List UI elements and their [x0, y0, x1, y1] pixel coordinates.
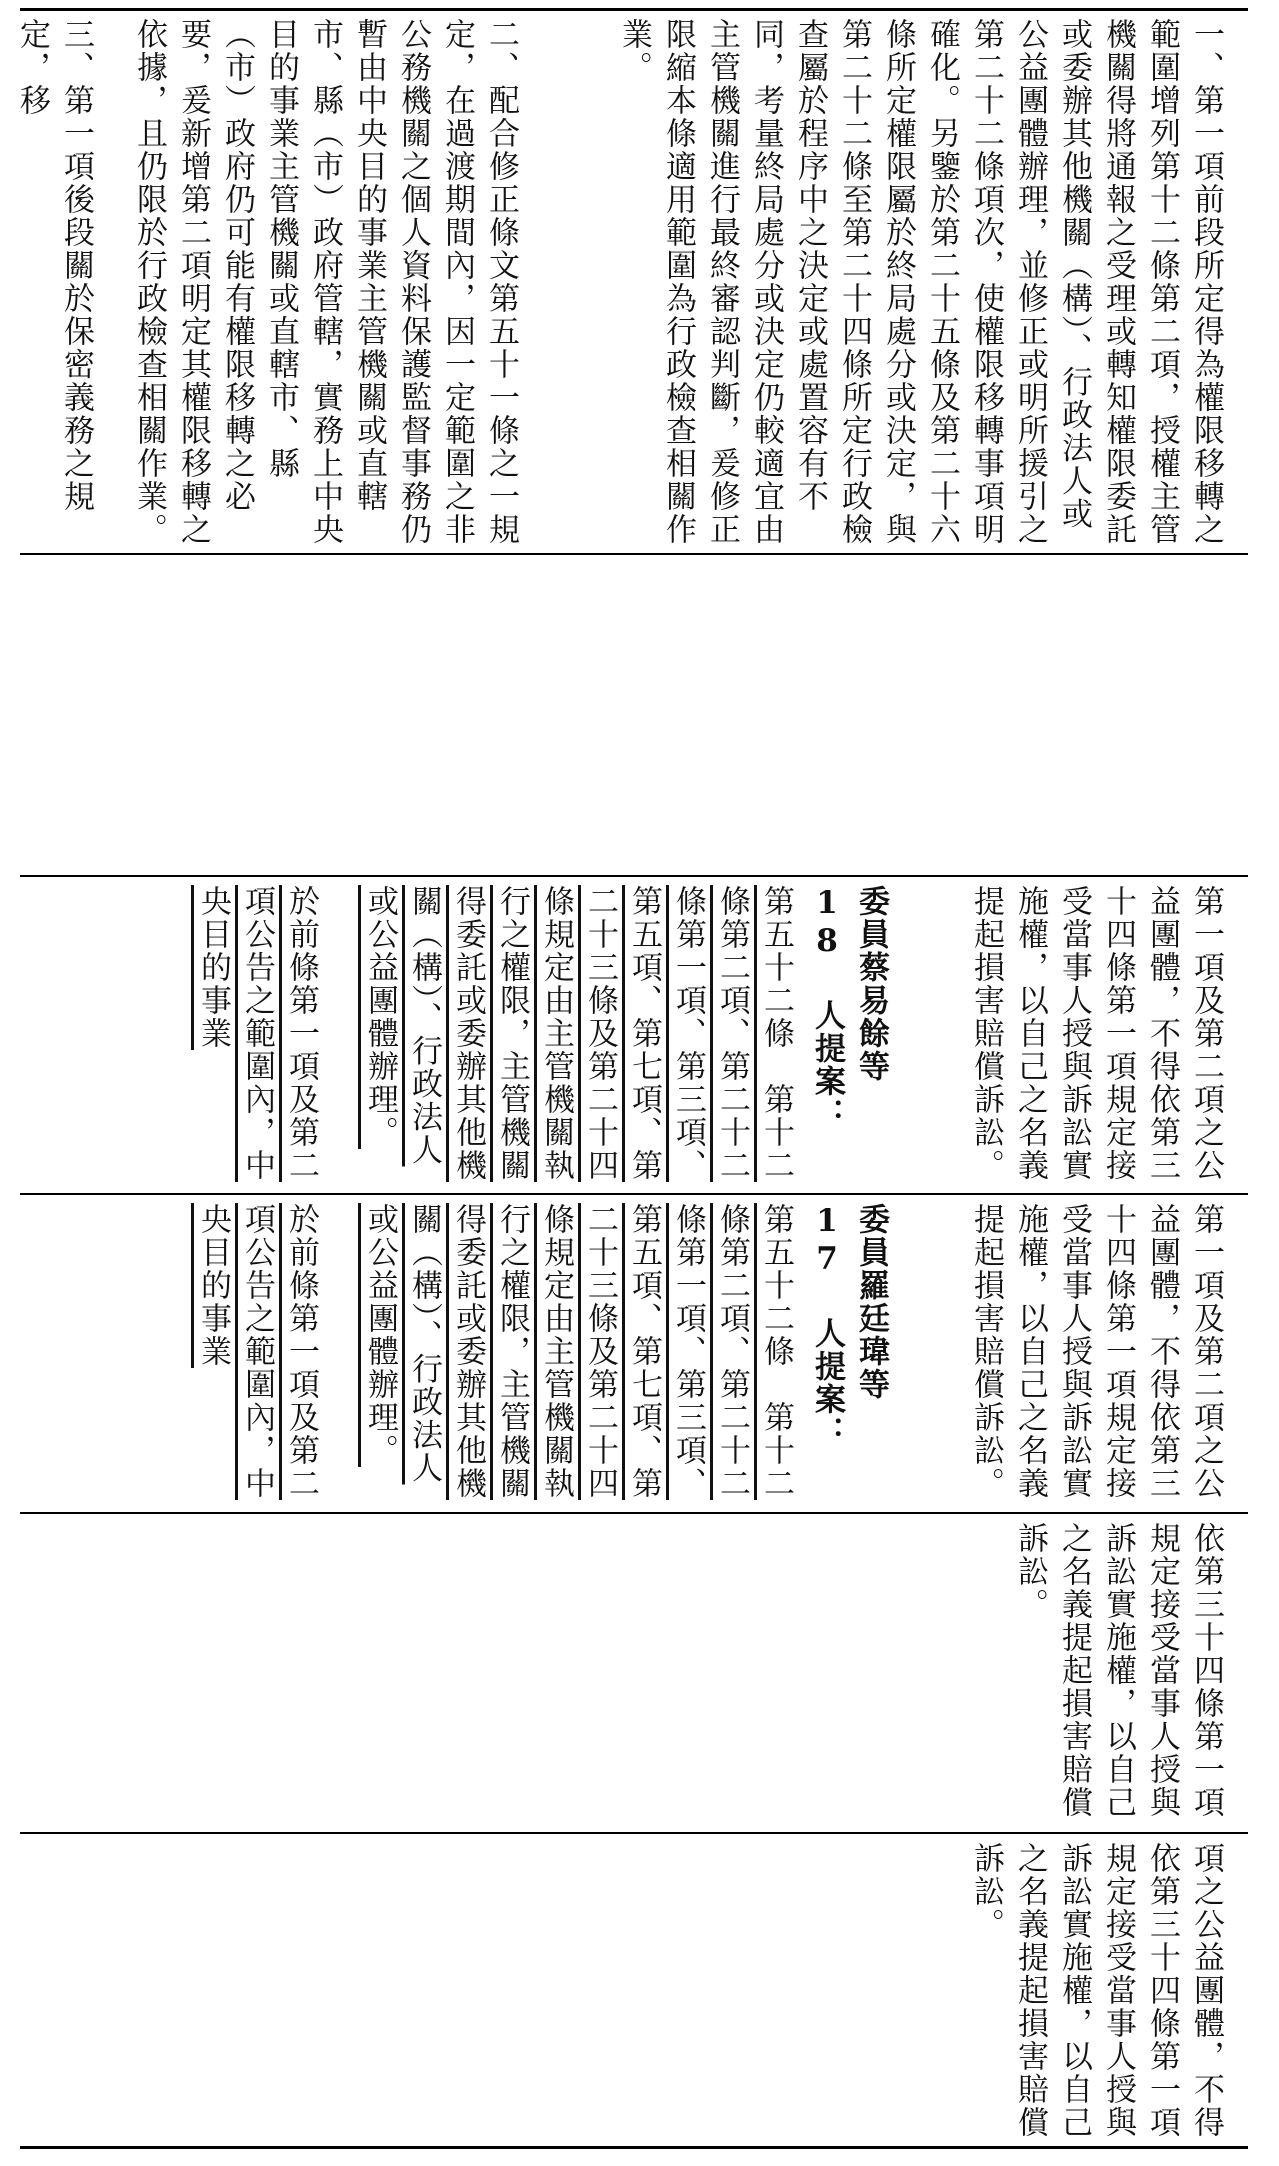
reason-item-3: 三、第一項後段關於保密義務之規定，移	[14, 18, 94, 513]
panel-bottom	[28, 1842, 1228, 2140]
proposal-18-para2: 於前條第一項及第二項公告之範圍內，中央目的事業	[195, 885, 319, 1182]
panel-proposal-17	[28, 1203, 1228, 1503]
proposal-17-proposer: 委員羅廷瑋等 17 人提案：	[809, 1203, 889, 1449]
current-text: 依第三十四條第一項規定接受當事人授與訴訟實施權，以自己之名義提起損害賠償訴訟。	[1012, 1522, 1224, 1819]
bottom-rule	[20, 2146, 1248, 2149]
top-rule	[20, 8, 1248, 11]
rule-1	[20, 553, 1248, 555]
proposal-18-upper: 第一項及第二項之公益團體，不得依第三十四條第一項規定接受當事人授與訴訟實施權，以自己之名義提起損害賠償訴訟。	[968, 885, 1224, 1182]
proposal-17-upper: 第一項及第二項之公益團體，不得依第三十四條第一項規定接受當事人授與訴訟實施權，以自己之名義提起損害賠償訴訟。	[968, 1203, 1224, 1500]
rule-2	[20, 875, 1248, 877]
panel-current	[28, 1522, 1228, 1822]
panel-proposal-18	[28, 885, 1228, 1185]
reason-item-2: 二、配合修正條文第五十一條之一規定，在過渡期間內，因一定範圍之非公務機關之個人資料保護監督事務仍暫由中央目的事業主管機關或直轄市、縣（市）政府管轄，實務上中央目的事業主管機關或直轄市、縣（市）政府仍可能有權限移轉之必要，爰新增第二項明定其權限移轉之依據，且仍限於行政檢查相關作業。	[131, 18, 519, 546]
proposal-18-article: 第五十二條 第十二條第二項、第二十二條第一項、第三項、第五項、第七項、第二十三條及第二十四條規定由主管機關執行之權限，主管機關得委託或委辦其他機關（構）、行政法人或公益團體辦理。	[362, 885, 794, 1182]
proposal-17-article: 第五十二條 第十二條第二項、第二十二條第一項、第三項、第五項、第七項、第二十三條及第二十四條規定由主管機關執行之權限，主管機關得委託或委辦其他機關（構）、行政法人或公益團體辦理。	[362, 1203, 794, 1500]
rule-4	[20, 1512, 1248, 1514]
proposal-17-para2: 於前條第一項及第二項公告之範圍內，中央目的事業	[195, 1203, 319, 1500]
bottom-text: 項之公益團體，不得依第三十四條第一項規定接受當事人授與訴訟實施權，以自己之名義提起損害賠償訴訟。	[968, 1842, 1224, 2139]
proposal-18-proposer: 委員蔡易餘等 18 人提案：	[809, 885, 889, 1131]
rule-3	[20, 1193, 1248, 1195]
reason-item-1: 一、第一項前段所定得為權限移轉之範圍增列第十二條第二項，授權主管機關得將通報之受理或轉知權限委託或委辦其他機關（構）、行政法人或公益團體辦理，並修正或明所援引之第二十二條項次，使權限移轉事項明確化。另鑒於第二十五條及第二十六條所定權限屬於終局處分或決定，與第二十二條至第二十四條所定行政檢查屬於程序中之決定或處置容有不同，考量終局處分或決定仍較適宜由主管機關進行最終審認判斷，爰修正限縮本條適用範圍為行政檢查相關作業。	[616, 18, 1224, 546]
rule-5	[20, 1832, 1248, 1834]
panel-reasons	[14, 18, 1228, 548]
